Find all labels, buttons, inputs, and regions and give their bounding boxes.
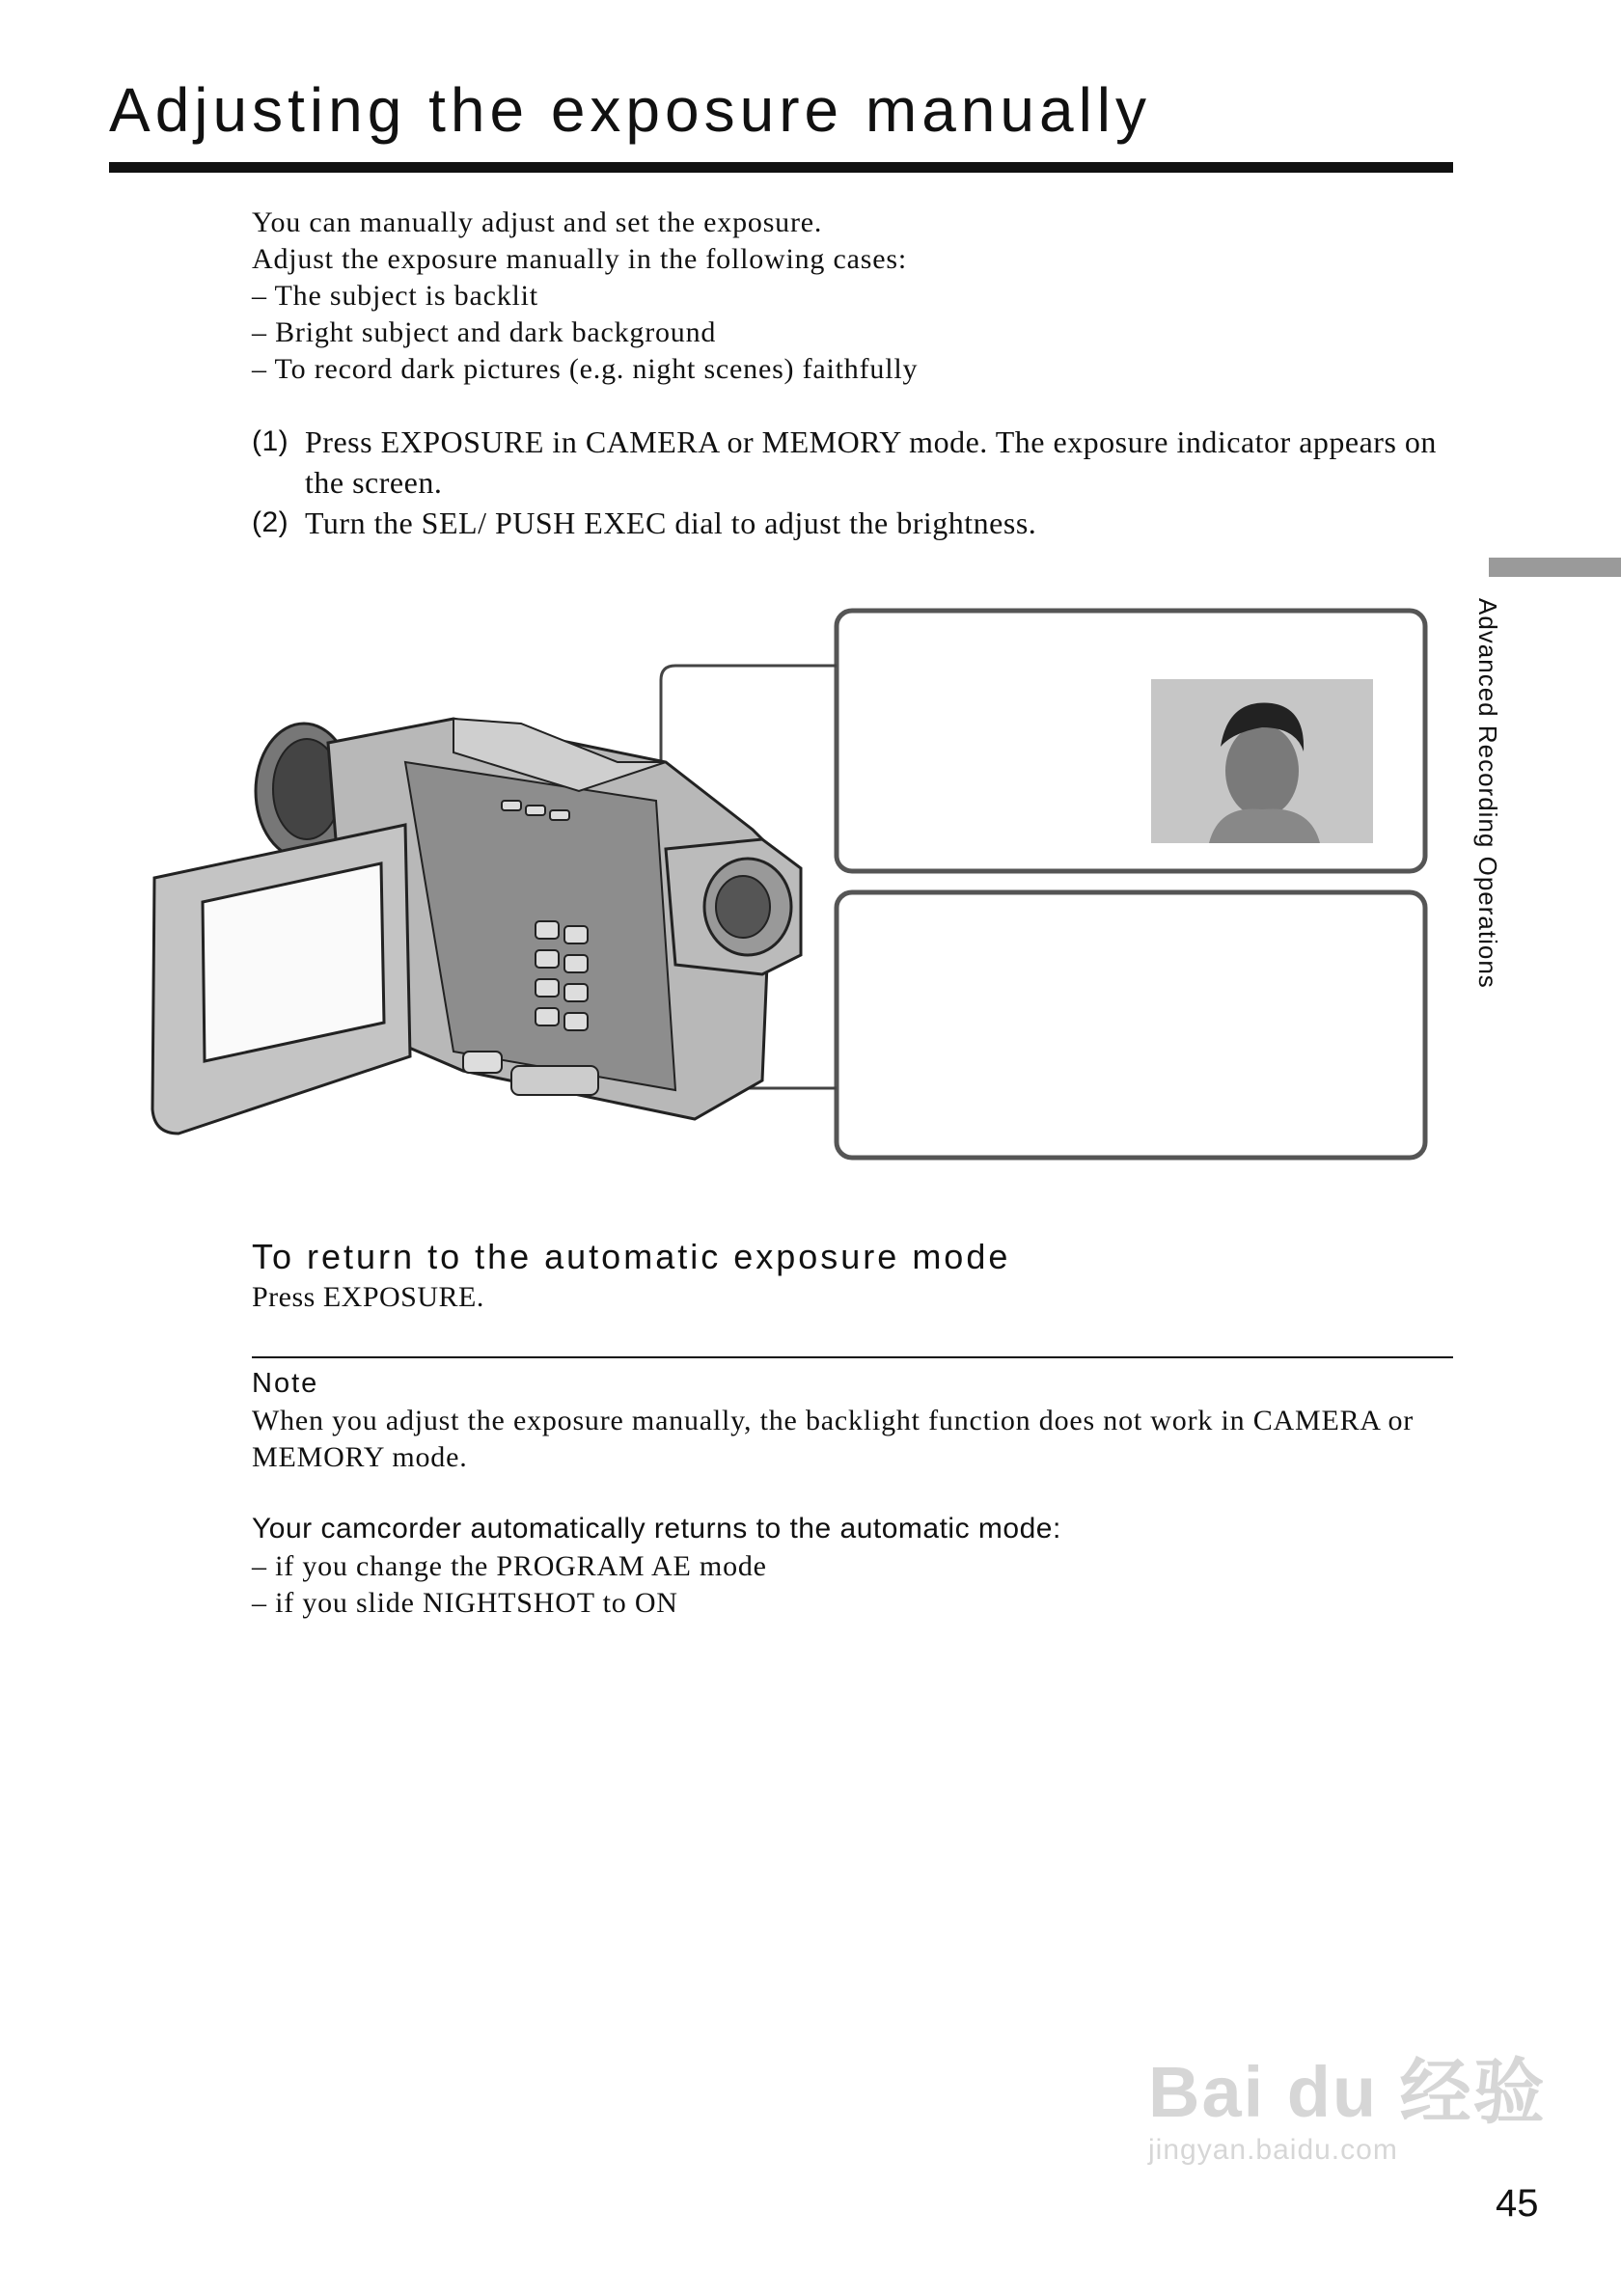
intro-line: – Bright subject and dark background [252,316,717,348]
intro-line: You can manually adjust and set the exposure. [252,206,823,238]
return-body: Press EXPOSURE. [252,1281,484,1313]
step-number: (1) [252,425,289,457]
step-number: (2) [252,506,289,538]
auto-mode-list [252,1548,767,1622]
page-number: 45 [1496,2182,1539,2225]
step-text: Turn the SEL/ PUSH EXEC dial to adjust the brightness. [305,506,1037,540]
intro-line: Adjust the exposure manually in the following cases: [252,243,907,275]
note-heading: Note [252,1368,319,1399]
section-side-label: Advanced Recording Operations [1473,598,1502,989]
step-text: Press EXPOSURE in CAMERA or MEMORY mode. The exposure indicator appears on the screen. [305,424,1437,500]
subject-photo [1151,679,1373,843]
watermark-sub: jingyan.baidu.com [1148,2134,1398,2166]
page-title: Adjusting the exposure manually [109,75,1151,145]
note-body: When you adjust the exposure manually, the backlight function does not work in CAMERA or MEMORY mode. [252,1405,1415,1473]
baidu-watermark [1148,2036,1547,2167]
auto-mode-heading: Your camcorder automatically returns to the automatic mode: [252,1513,1061,1544]
auto-mode-item: – if you slide NIGHTSHOT to ON [252,1587,678,1619]
intro-line: – The subject is backlit [252,280,538,312]
auto-mode-item: – if you change the PROGRAM AE mode [252,1550,767,1582]
callout-box-bottom [837,892,1425,1158]
return-heading: To return to the automatic exposure mode [252,1237,1011,1276]
note-divider [252,1356,1453,1358]
watermark-main: Bai du 经验 [1148,2052,1547,2132]
intro-line: – To record dark pictures (e.g. night scenes) faithfully [252,353,919,385]
